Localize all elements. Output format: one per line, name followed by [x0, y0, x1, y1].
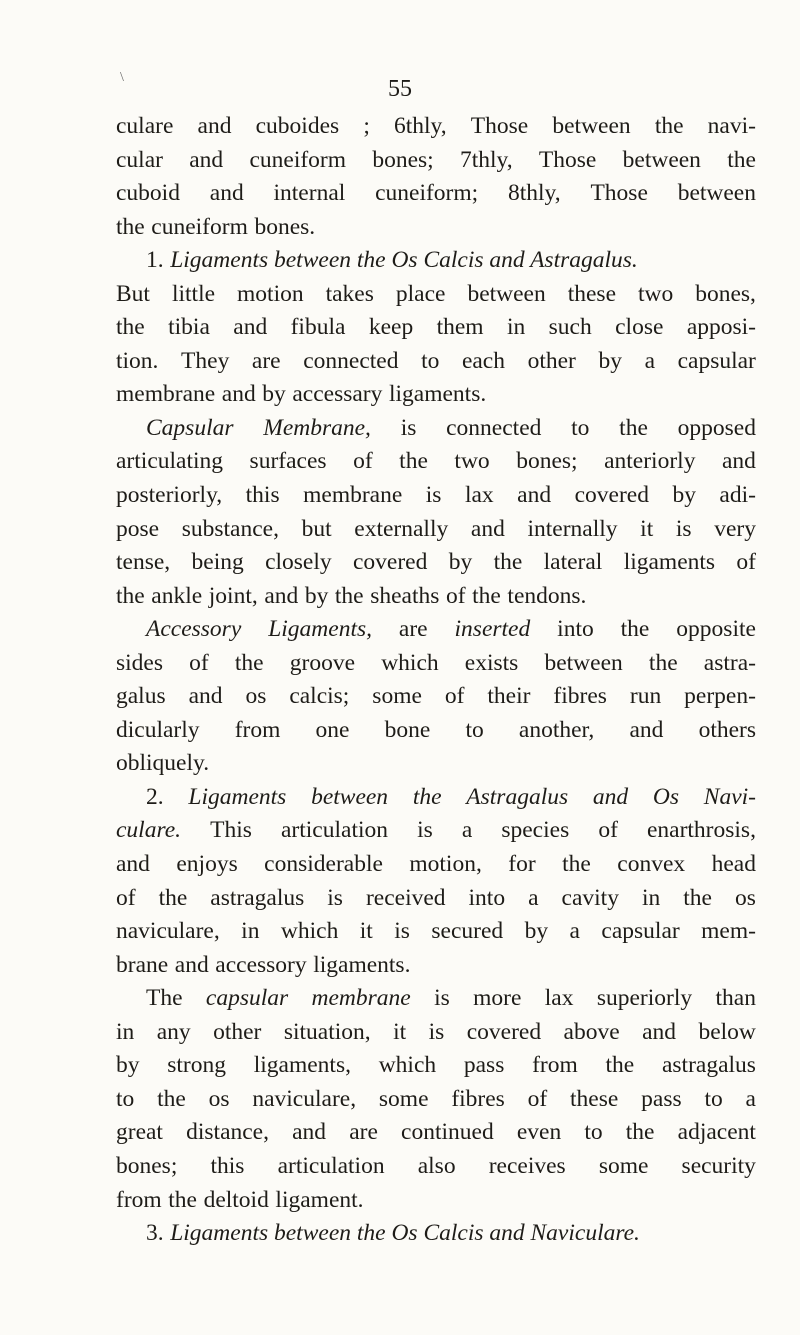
word: these	[570, 1085, 619, 1112]
word: deltoid	[203, 1186, 269, 1213]
word: their	[487, 683, 531, 710]
word: galus	[116, 683, 166, 710]
word: into	[557, 616, 594, 643]
word: between	[622, 146, 701, 173]
word: 6thly,	[393, 113, 447, 139]
word: by	[598, 347, 622, 374]
word: os	[734, 884, 756, 911]
text-line	[116, 1116, 756, 1150]
word: tibia	[168, 314, 210, 341]
text-line	[116, 848, 756, 882]
word: ligaments.	[388, 381, 487, 408]
word: a	[461, 817, 473, 844]
word: is	[400, 414, 417, 441]
word: os	[208, 1085, 230, 1112]
word: cuneiform	[249, 146, 347, 173]
word: even	[516, 1119, 562, 1146]
word: joint,	[208, 582, 258, 609]
word: ligaments,	[253, 1052, 351, 1079]
word: articulating	[116, 448, 224, 475]
word: place	[395, 280, 446, 307]
word: the	[620, 616, 650, 643]
word: to	[421, 347, 440, 374]
text-line	[116, 445, 756, 479]
word: others	[698, 716, 756, 743]
text-line	[116, 982, 756, 1016]
word: such	[548, 314, 592, 341]
word: each	[461, 347, 505, 374]
text-line	[116, 513, 756, 547]
stray-mark: \	[120, 70, 124, 85]
word: are	[251, 347, 281, 374]
word: Os	[652, 783, 680, 810]
word: surfaces	[249, 448, 327, 475]
word: a	[745, 1085, 756, 1112]
word: ligaments	[623, 549, 716, 576]
word: are	[398, 616, 428, 643]
word: the	[562, 851, 591, 878]
word: to	[116, 1085, 135, 1112]
word: motion,	[409, 851, 482, 878]
word: membrane	[116, 381, 216, 408]
word: capsular	[205, 985, 289, 1012]
word: in	[116, 1018, 135, 1045]
word: opposed	[677, 414, 756, 441]
word: and	[470, 515, 505, 542]
word: species	[501, 817, 570, 844]
word: Membrane,	[263, 414, 371, 441]
word: the	[234, 649, 264, 676]
word: tion.	[116, 347, 159, 374]
word: from	[116, 1186, 162, 1213]
word: the	[619, 414, 648, 441]
word: covered	[353, 549, 428, 576]
word: covered	[466, 1018, 542, 1045]
text-line	[116, 814, 756, 848]
word: the	[157, 1085, 186, 1112]
word: tense,	[116, 549, 171, 576]
word: adjacent	[677, 1119, 756, 1146]
text-line	[116, 1184, 756, 1218]
word: the	[493, 549, 523, 576]
word: covered	[574, 482, 649, 509]
word: accessary	[292, 381, 383, 408]
word: the	[648, 649, 678, 676]
word: naviculare,	[116, 918, 220, 945]
word: inserted	[454, 616, 531, 643]
word: is	[428, 1018, 445, 1045]
word: motion	[237, 280, 304, 307]
word: receives	[488, 1152, 566, 1179]
word: head	[711, 851, 756, 878]
word: of	[189, 649, 209, 676]
word: and	[221, 381, 256, 408]
word: lax	[464, 482, 494, 509]
word: little	[171, 280, 216, 307]
word: of	[445, 582, 466, 609]
text-line	[116, 781, 756, 815]
word: the	[472, 582, 501, 609]
word: But	[116, 280, 150, 307]
word: another,	[518, 716, 595, 743]
word: which	[381, 649, 439, 676]
word: connected	[446, 414, 542, 441]
word: sides	[116, 649, 163, 676]
word: of	[736, 549, 756, 576]
word: considerable	[264, 851, 383, 878]
page-number: 55	[388, 76, 412, 102]
text-line	[116, 949, 756, 983]
word: by	[448, 549, 473, 576]
word: exists	[464, 649, 519, 676]
word: bones.	[254, 213, 316, 240]
word: situation,	[283, 1018, 371, 1045]
word: the	[399, 448, 428, 475]
word: mem-	[701, 918, 756, 945]
word: calcis;	[289, 683, 350, 710]
word: articulation	[280, 817, 388, 844]
word: Capsular	[146, 414, 234, 441]
word: secured	[431, 918, 504, 945]
word: groove	[289, 649, 356, 676]
word: it	[393, 1018, 407, 1045]
word: is	[327, 884, 343, 911]
text-line	[116, 882, 756, 916]
word: Those	[590, 180, 648, 207]
word: the	[168, 1186, 197, 1213]
word: Those	[538, 146, 597, 173]
word: also	[417, 1152, 456, 1179]
word: of	[598, 817, 618, 844]
word: and	[209, 180, 244, 207]
word: below	[698, 1018, 756, 1045]
word: by	[262, 381, 286, 408]
word: bones;	[372, 146, 434, 173]
word: enarthrosis,	[646, 817, 756, 844]
word: but	[301, 515, 332, 542]
word: the	[605, 1052, 635, 1079]
word: of	[444, 683, 465, 710]
word: very	[714, 515, 756, 542]
word: the	[412, 783, 442, 810]
word: and	[174, 951, 209, 978]
word: by	[116, 1052, 140, 1079]
text-line	[116, 915, 756, 949]
word: pose	[116, 515, 160, 542]
word: superiorly	[596, 985, 693, 1012]
word: closely	[265, 549, 332, 576]
word: distance,	[186, 1119, 269, 1146]
word: and	[721, 448, 756, 475]
word: to	[465, 716, 484, 743]
word: from	[234, 716, 281, 743]
word: security	[681, 1152, 756, 1179]
word: cuneiform;	[375, 180, 479, 207]
word: is	[434, 985, 450, 1012]
word: are	[349, 1119, 378, 1146]
word: astragalus	[210, 884, 305, 911]
word: apposi-	[686, 314, 756, 341]
word: them	[436, 314, 484, 341]
text-line	[116, 647, 756, 681]
word: is	[675, 515, 692, 542]
word: Astragalus	[466, 783, 569, 810]
word: fibres	[553, 683, 607, 710]
word: from	[532, 1052, 578, 1079]
word: it	[640, 515, 654, 542]
word: perpen-	[684, 683, 756, 710]
word: the	[727, 146, 756, 173]
word: a	[569, 918, 580, 945]
word: anteriorly	[604, 448, 696, 475]
word: and	[264, 582, 299, 609]
word: and	[517, 482, 552, 509]
word: enjoys	[176, 851, 238, 878]
word: cavity	[561, 884, 619, 911]
word: 3.	[146, 1220, 164, 1247]
word: between	[677, 180, 756, 207]
word: close	[615, 314, 664, 341]
word: articulation	[277, 1152, 385, 1179]
word: navi-	[707, 113, 756, 139]
word: between	[311, 783, 389, 810]
text-line	[116, 1049, 756, 1083]
word: fibres	[451, 1085, 505, 1112]
word: externally	[354, 515, 449, 542]
word: brane	[116, 951, 169, 978]
text-line	[116, 680, 756, 714]
word: keep	[368, 314, 414, 341]
word: takes	[325, 280, 374, 307]
word: Accessory	[146, 616, 242, 643]
word: some	[372, 683, 422, 710]
text-line	[116, 1150, 756, 1184]
word: in	[241, 918, 260, 945]
word: Ligaments	[188, 783, 287, 810]
word: being	[191, 549, 244, 576]
word: for	[508, 851, 536, 878]
word: some	[378, 1085, 429, 1112]
text-line	[116, 1083, 756, 1117]
word: of	[527, 1085, 548, 1112]
body-text	[116, 110, 756, 1251]
word: between	[467, 280, 546, 307]
word: membrane	[303, 482, 403, 509]
text-line	[116, 747, 756, 781]
text-line	[116, 613, 756, 647]
word: Ligaments between the Os Calcis and Naviculare.	[170, 1220, 640, 1247]
word: and	[189, 146, 224, 173]
word: two	[638, 280, 674, 307]
word: 8thly,	[507, 180, 561, 207]
word: in	[506, 314, 526, 341]
word: ankle	[151, 582, 203, 609]
word: is	[394, 918, 410, 945]
word: and	[188, 683, 223, 710]
word: tendons.	[507, 582, 587, 609]
word: the	[654, 113, 684, 139]
word: cuneiform	[151, 213, 248, 240]
word: internal	[273, 180, 346, 207]
text-line	[116, 714, 756, 748]
word: membrane	[311, 985, 411, 1012]
word: it	[359, 918, 373, 945]
word: connected	[303, 347, 399, 374]
word: into	[468, 884, 506, 911]
word: by	[672, 482, 696, 509]
word: substance,	[181, 515, 279, 542]
text-line	[116, 110, 756, 144]
word: 2.	[146, 783, 164, 810]
word: adi-	[719, 482, 756, 509]
word: a	[528, 884, 539, 911]
word: bones;	[116, 1152, 178, 1179]
word: culare	[116, 113, 174, 139]
word: between	[544, 649, 623, 676]
word: of	[116, 884, 136, 911]
word: obliquely.	[116, 750, 210, 777]
word: lax	[544, 985, 574, 1012]
word: and	[197, 113, 232, 139]
word: above	[563, 1018, 620, 1045]
word: 7thly,	[459, 146, 513, 173]
text-line	[116, 144, 756, 178]
word: and	[233, 314, 268, 341]
word: and	[642, 1018, 677, 1045]
text-line	[116, 1016, 756, 1050]
word: these	[567, 280, 617, 307]
text-line	[116, 378, 756, 412]
word: and	[629, 716, 664, 743]
text-line	[116, 479, 756, 513]
word: os	[245, 683, 267, 710]
word: is	[425, 482, 442, 509]
text-line	[116, 546, 756, 580]
word: cuboid	[116, 180, 180, 207]
word: to	[571, 414, 590, 441]
word: other	[527, 347, 576, 374]
word: one	[315, 716, 350, 743]
word: more	[473, 985, 522, 1012]
word: fibula	[290, 314, 346, 341]
text-line	[116, 244, 756, 278]
word: by	[524, 918, 549, 945]
word: Ligaments between the Os Calcis and Astragalus.	[170, 247, 638, 274]
word: naviculare,	[252, 1085, 357, 1112]
word: capsular	[677, 347, 756, 374]
word: great	[116, 1119, 163, 1146]
word: posteriorly,	[116, 482, 223, 509]
word: They	[181, 347, 230, 374]
word: capsular	[601, 918, 680, 945]
word: bones,	[695, 280, 756, 307]
word: which	[378, 1052, 437, 1079]
text-line	[116, 278, 756, 312]
word: pass	[463, 1052, 505, 1079]
word: this	[210, 1152, 245, 1179]
word: which	[280, 918, 339, 945]
text-line	[116, 211, 756, 245]
word: culare.	[116, 817, 182, 844]
word: the	[116, 213, 145, 240]
word: to	[584, 1119, 603, 1146]
word: two	[454, 448, 490, 475]
word: bone	[384, 716, 431, 743]
word: Those	[470, 113, 529, 139]
text-line	[116, 1217, 756, 1251]
text-line	[116, 311, 756, 345]
word: by	[304, 582, 329, 609]
word: and	[116, 851, 150, 878]
word: the	[158, 884, 188, 911]
word: of	[353, 448, 373, 475]
word: sheaths	[370, 582, 440, 609]
word: and	[592, 783, 629, 810]
word: ;	[363, 113, 370, 139]
word: any	[156, 1018, 191, 1045]
word: the	[683, 884, 712, 911]
word: run	[629, 683, 662, 710]
word: continued	[401, 1119, 494, 1146]
word: This	[210, 817, 252, 844]
word: strong	[167, 1052, 226, 1079]
text-line	[116, 580, 756, 614]
word: the	[116, 582, 145, 609]
word: accessory	[215, 951, 307, 978]
word: a	[644, 347, 655, 374]
word: opposite	[676, 616, 756, 643]
word: lateral	[543, 549, 603, 576]
word: ligament.	[275, 1186, 364, 1213]
word: cuboides	[255, 113, 340, 139]
word: other	[213, 1018, 262, 1045]
word: Navi-	[703, 783, 756, 810]
word: received	[365, 884, 446, 911]
word: in	[641, 884, 661, 911]
word: and	[292, 1119, 327, 1146]
word: cular	[116, 146, 163, 173]
word: pass	[641, 1085, 682, 1112]
word: between	[552, 113, 631, 139]
word: astragalus	[661, 1052, 756, 1079]
text-line	[116, 412, 756, 446]
word: some	[598, 1152, 649, 1179]
word: the	[116, 314, 145, 341]
word: is	[417, 817, 433, 844]
word: this	[245, 482, 280, 509]
word: than	[715, 985, 756, 1012]
word: the	[334, 582, 364, 609]
word: the	[625, 1119, 655, 1146]
word: 1.	[146, 247, 164, 274]
word: astra-	[703, 649, 756, 676]
word: internally	[527, 515, 618, 542]
word: The	[146, 985, 183, 1012]
word: dicularly	[116, 716, 200, 743]
text-line	[116, 177, 756, 211]
word: ligaments.	[313, 951, 411, 978]
word: Ligaments,	[268, 616, 372, 643]
text-line	[116, 345, 756, 379]
word: convex	[617, 851, 686, 878]
word: to	[704, 1085, 723, 1112]
word: bones;	[516, 448, 578, 475]
